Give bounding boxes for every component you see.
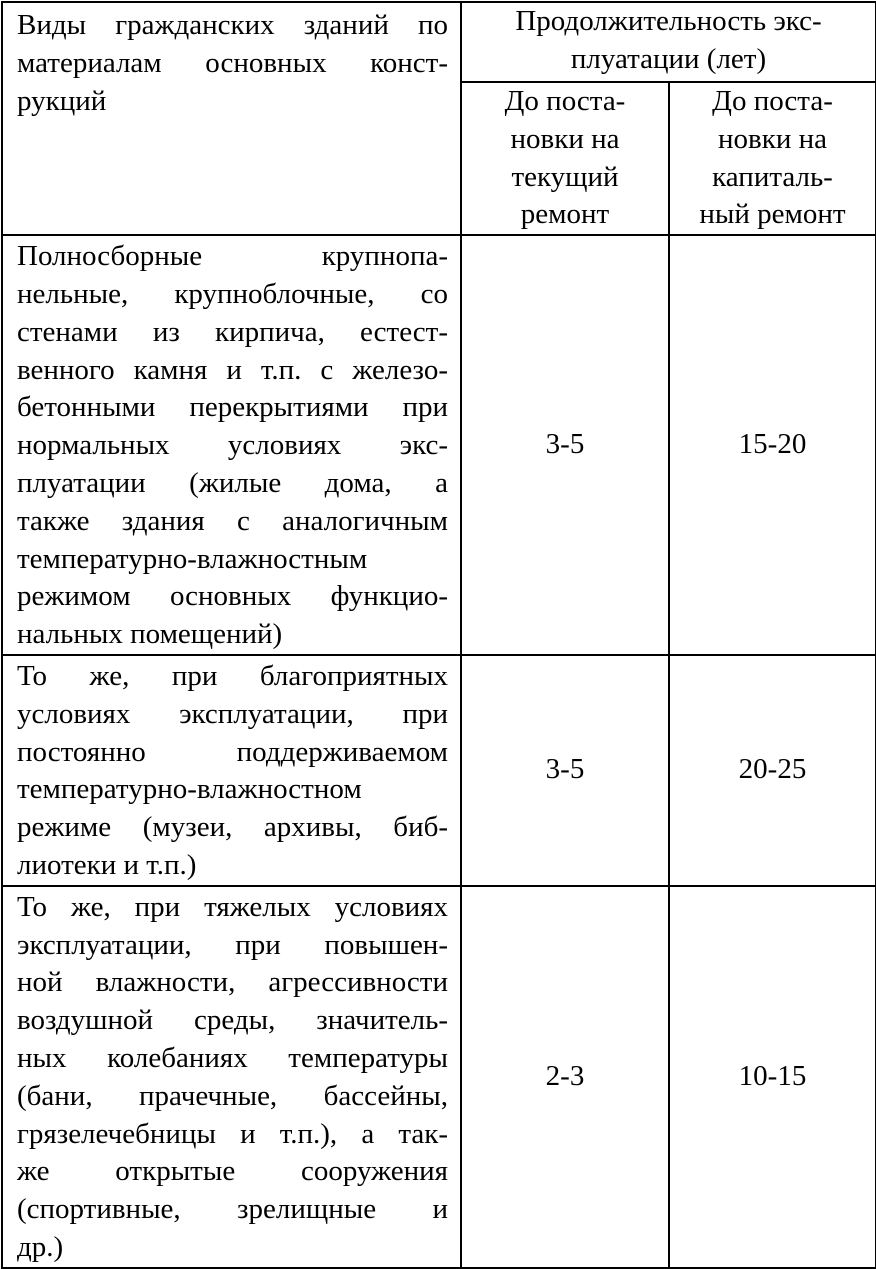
desc-line: нальных помещений) <box>17 618 283 651</box>
desc-line: грязелечебницы и т.п.), а так- <box>17 1117 448 1150</box>
desc-line: нормальных условиях экс- <box>17 429 448 462</box>
desc-line: То же, при тяжелых условиях <box>17 890 448 923</box>
header-group-line: Продолжительность экс- <box>515 5 822 37</box>
header-sub1-line: До поста- <box>504 85 626 117</box>
service-life-table <box>1 1 876 1269</box>
desc-line: также здания с аналогичным <box>17 504 448 537</box>
current-repair-value: 3-5 <box>461 655 669 886</box>
desc-line: температурно-влажностным <box>17 542 368 575</box>
row-description <box>2 886 461 1268</box>
row-description <box>2 655 461 886</box>
desc-line: (спортивные, зрелищные и <box>17 1193 448 1226</box>
desc-line: же открытые сооружения <box>17 1155 448 1188</box>
desc-line: др.) <box>17 1230 64 1263</box>
desc-line: ных колебаниях температуры <box>17 1041 448 1074</box>
desc-line: режиме (музеи, архивы, биб- <box>17 811 448 844</box>
capital-repair-value: 20-25 <box>669 655 876 886</box>
header-sub2-line: капиталь- <box>712 160 833 193</box>
current-repair-value: 2-3 <box>461 886 669 1268</box>
header-capital-repair <box>669 82 876 235</box>
header-col1-line: материалам основных конст- <box>17 46 448 79</box>
header-sub2-line: ный ремонт <box>699 198 846 231</box>
desc-line: плуатации (жилые дома, а <box>17 466 448 499</box>
row-description <box>2 235 461 655</box>
header-building-types <box>2 2 461 235</box>
header-sub1-line: ремонт <box>520 198 610 231</box>
table-row <box>2 235 876 655</box>
desc-line: режимом основных функцио- <box>17 580 448 613</box>
capital-repair-value: 15-20 <box>669 235 876 655</box>
desc-line: (бани, прачечные, бассейны, <box>17 1079 448 1112</box>
desc-line: лиотеки и т.п.) <box>17 848 197 881</box>
desc-line: стенами из кирпича, естест- <box>17 315 448 348</box>
desc-line: нельные, крупноблочные, со <box>17 277 448 310</box>
table-row <box>2 886 876 1268</box>
header-group-line: плуатации (лет) <box>570 42 767 75</box>
desc-line: постоянно поддерживаемом <box>17 735 448 768</box>
desc-line: эксплуатации, при повышен- <box>17 928 448 961</box>
capital-repair-value: 10-15 <box>669 886 876 1268</box>
desc-line: температурно-влажностном <box>17 773 362 806</box>
desc-line: условиях эксплуатации, при <box>17 697 448 730</box>
desc-line: ной влажности, агрессивности <box>17 966 448 999</box>
desc-line: воздушной среды, значитель- <box>17 1004 448 1037</box>
header-sub2-line: новки на <box>718 122 827 155</box>
header-row-top <box>2 2 876 82</box>
table-row <box>2 655 876 886</box>
header-current-repair <box>461 82 669 235</box>
header-sub1-line: текущий <box>511 160 619 193</box>
desc-line: бетонными перекрытиями при <box>17 391 448 424</box>
desc-line: Полносборные крупнопа- <box>17 240 448 273</box>
header-sub1-line: новки на <box>510 122 620 155</box>
header-sub2-line: До поста- <box>712 85 833 117</box>
desc-line: То же, при благоприятных <box>17 659 448 692</box>
header-col1-line: рукций <box>17 84 107 117</box>
current-repair-value: 3-5 <box>461 235 669 655</box>
header-col1-line: Виды гражданских зданий по <box>17 9 448 41</box>
desc-line: венного камня и т.п. с железо- <box>17 353 448 386</box>
header-service-life-group <box>461 2 876 82</box>
